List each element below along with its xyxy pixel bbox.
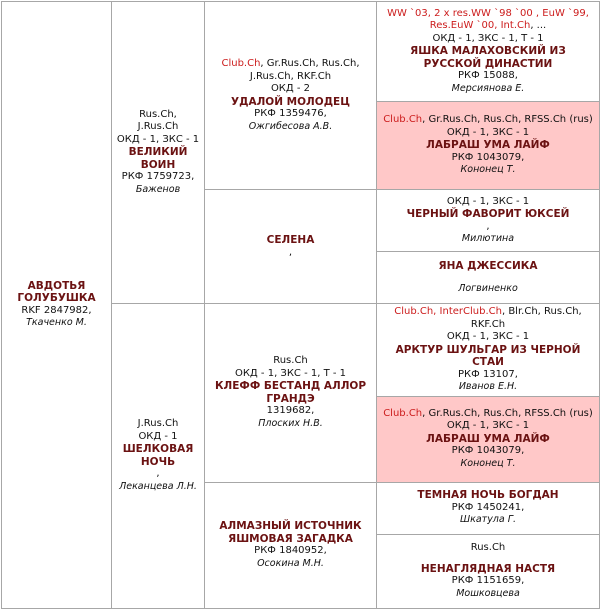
dam-reg: ,	[156, 468, 160, 480]
dss-titles-red: Club.Ch, InterClub.Ch	[394, 306, 502, 317]
ssd-name[interactable]: ЛАБРАШ УМА ЛАЙФ	[426, 139, 550, 152]
sire-breeder: Баженов	[135, 183, 181, 195]
sds-reg: ,	[486, 220, 490, 232]
ss-tests: ОКД - 2	[270, 83, 311, 94]
ss-titles-rest: , Gr.Rus.Ch, Rus.Ch, J.Rus.Ch, RKF.Ch	[249, 58, 360, 82]
dd-cell	[205, 482, 377, 608]
ssd-titles-rest: , Gr.Rus.Ch, Rus.Ch, RFSS.Ch (rus)	[422, 114, 593, 126]
dss-titles-rest: , Blr.Ch, Rus.Ch, RKF.Ch	[470, 306, 582, 330]
dsd-breeder: Кононец Т.	[460, 457, 516, 469]
dss-cell	[377, 304, 600, 397]
ddd-cell	[377, 534, 600, 608]
sds-breeder: Милютина	[461, 233, 515, 244]
sire-cell	[112, 2, 205, 304]
sss-titles	[380, 8, 596, 33]
sss-cell	[377, 2, 600, 102]
ss-reg: РКФ 1359476,	[254, 108, 327, 119]
sd-name[interactable]: СЕЛЕНА	[266, 234, 315, 246]
sds-cell	[377, 190, 600, 252]
ddd-titles: Rus.Ch	[470, 542, 506, 553]
sire-reg: РКФ 1759723,	[121, 171, 195, 183]
dog-reg: RKF 2847982,	[21, 304, 92, 316]
dsd-tests: ОКД - 1, ЗКС - 1	[446, 420, 530, 432]
ss-titles	[208, 58, 373, 83]
sss-tests: ОКД - 1, ЗКС - 1, Т - 1	[432, 32, 544, 44]
dds-reg: РКФ 1450241,	[451, 501, 525, 513]
sdd-spacer	[380, 273, 596, 283]
dd-name[interactable]: АЛМАЗНЫЙ ИСТОЧНИК ЯШМОВАЯ ЗАГАДКА	[219, 520, 362, 545]
sds-tests: ОКД - 1, ЗКС - 1	[446, 195, 530, 207]
sd-cell	[205, 190, 377, 304]
ssd-reg: РКФ 1043079,	[451, 151, 525, 163]
ssd-titles	[380, 114, 596, 127]
ds-tests: ОКД - 1, ЗКС - 1, Т - 1	[234, 367, 347, 379]
dss-tests: ОКД - 1, ЗКС - 1	[446, 331, 530, 342]
sdd-cell	[377, 252, 600, 304]
dam-name[interactable]: ШЕЛКОВАЯ НОЧЬ	[122, 443, 194, 468]
dds-cell	[377, 482, 600, 534]
dss-breeder: Иванов Е.Н.	[458, 381, 518, 392]
dsd-titles-red: Club.Ch	[383, 407, 423, 419]
dsd-reg: РКФ 1043079,	[451, 445, 525, 457]
dds-name[interactable]: ТЕМНАЯ НОЧЬ БОГДАН	[417, 489, 559, 502]
ds-breeder: Плоских Н.В.	[258, 417, 323, 429]
dog-name[interactable]: АВДОТЬЯ ГОЛУБУШКА	[17, 279, 96, 305]
sdd-name[interactable]: ЯНА ДЖЕССИКА	[438, 260, 538, 272]
ssd-titles-red: Club.Ch	[383, 114, 423, 126]
sss-titles-rest: , ...	[530, 20, 547, 32]
sss-breeder: Мерсиянова Е.	[451, 82, 525, 94]
sire-tests: ОКД - 1, ЗКС - 1	[116, 133, 200, 145]
dam-breeder: Леканцева Л.Н.	[119, 480, 197, 492]
ss-name[interactable]: УДАЛОЙ МОЛОДЕЦ	[231, 95, 350, 108]
dam-titles: J.Rus.Ch	[137, 418, 179, 430]
ddd-reg: РКФ 1151659,	[451, 575, 525, 586]
ssd-tests: ОКД - 1, ЗКС - 1	[446, 126, 530, 138]
ddd-name[interactable]: НЕНАГЛЯДНАЯ НАСТЯ	[420, 562, 556, 575]
pedigree-table	[1, 1, 600, 609]
dam-cell	[112, 304, 205, 609]
ss-breeder: Ожгибесова А.В.	[248, 120, 333, 132]
ssd-cell	[377, 102, 600, 190]
sire-name[interactable]: ВЕЛИКИЙ ВОИН	[128, 146, 188, 171]
sds-name[interactable]: ЧЕРНЫЙ ФАВОРИТ ЮКСЕЙ	[406, 208, 570, 220]
sss-reg: РКФ 15088,	[458, 70, 518, 82]
ss-cell	[205, 2, 377, 190]
ds-cell	[205, 304, 377, 483]
ddd-breeder: Мошковцева	[456, 587, 520, 599]
dss-name[interactable]: АРКТУР ШУЛЬГАР ИЗ ЧЕРНОЙ СТАИ	[395, 343, 581, 368]
ss-titles-red: Club.Ch	[221, 58, 261, 69]
dss-titles	[380, 306, 596, 331]
ssd-breeder: Кононец Т.	[460, 164, 516, 176]
dss-reg: РКФ 13107,	[458, 368, 518, 380]
ds-reg: 1319682,	[266, 405, 315, 417]
sss-titles-red: WW `03, 2 x res.WW `98 `00 , EuW `99, Res.EuW `00, Int.Ch	[387, 7, 589, 32]
dsd-cell	[377, 396, 600, 482]
sd-reg: ,	[288, 246, 293, 258]
dds-breeder: Шкатула Г.	[459, 514, 517, 526]
dog-breeder: Ткаченко М.	[26, 317, 87, 329]
dsd-titles	[380, 408, 596, 421]
dog-cell	[2, 2, 112, 609]
dsd-titles-rest: , Gr.Rus.Ch, Rus.Ch, RFSS.Ch (rus)	[422, 407, 593, 419]
ds-name[interactable]: КЛЕФФ БЕСТАНД АЛЛОР ГРАНДЭ	[214, 380, 367, 405]
sire-titles: Rus.Ch,	[139, 108, 177, 120]
dd-breeder: Осокина М.Н.	[257, 557, 324, 569]
ds-titles: Rus.Ch	[273, 355, 308, 367]
dsd-name[interactable]: ЛАБРАШ УМА ЛАЙФ	[426, 432, 550, 445]
dam-tests: ОКД - 1	[138, 430, 178, 442]
ddd-spacer	[380, 555, 596, 563]
sss-name[interactable]: ЯШКА МАЛАХОВСКИЙ ИЗ РУССКОЙ ДИНАСТИИ	[410, 45, 566, 70]
dd-reg: РКФ 1840952,	[254, 545, 327, 556]
sdd-breeder: Логвиненко	[458, 282, 518, 294]
sire-titles-2: J.Rus.Ch	[137, 121, 179, 133]
